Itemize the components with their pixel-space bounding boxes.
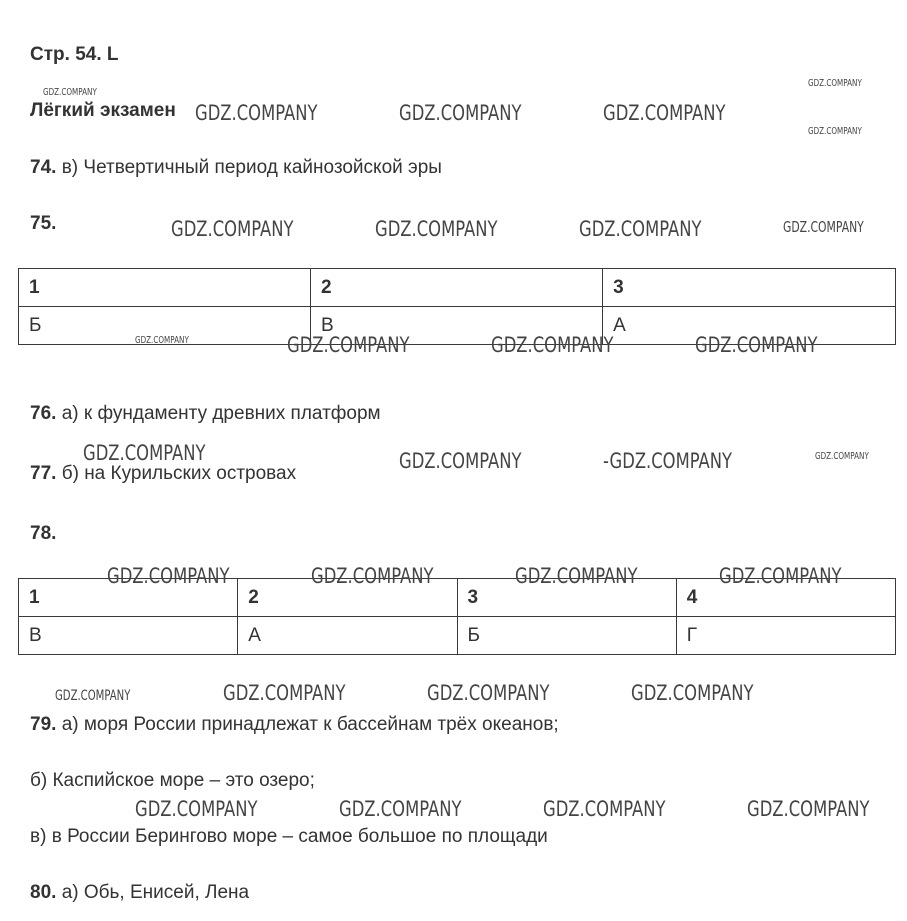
- table-header-cell: 4: [676, 579, 895, 617]
- question-78-number: 78.: [30, 523, 57, 544]
- watermark: GDZ.COMPANY: [107, 564, 230, 588]
- answer-text: б) на Курильских островах: [56, 463, 297, 484]
- table-cell: Г: [676, 617, 895, 655]
- question-75-number: 75.: [30, 213, 57, 234]
- table-header-cell: 2: [238, 579, 457, 617]
- watermark: GDZ.COMPANY: [427, 681, 550, 705]
- question-80: [30, 882, 249, 904]
- watermark: GDZ.COMPANY: [515, 564, 638, 588]
- question-number: 76.: [30, 403, 57, 424]
- question-number: 79.: [30, 714, 57, 735]
- question-number: 77.: [30, 463, 57, 484]
- table-cell: В: [19, 617, 238, 655]
- watermark: GDZ.COMPANY: [747, 797, 870, 821]
- table-header-cell: 1: [19, 269, 311, 307]
- watermark: GDZ.COMPANY: [543, 797, 666, 821]
- answer-table-78: [18, 578, 896, 655]
- table-cell: Б: [19, 307, 311, 345]
- question-number: 80.: [30, 882, 57, 903]
- watermark: GDZ.COMPANY: [195, 101, 318, 125]
- answer-text: в) Четвертичный период кайнозойской эры: [56, 157, 442, 178]
- question-74: [30, 157, 442, 179]
- watermark: GDZ.COMPANY: [491, 333, 614, 357]
- answer-text: а) Обь, Енисей, Лена: [56, 882, 250, 903]
- answer-text: а) к фундаменту древних платформ: [56, 403, 381, 424]
- question-79-line-b: б) Каспийское море – это озеро;: [30, 770, 315, 791]
- watermark: GDZ.COMPANY: [815, 451, 869, 462]
- watermark: GDZ.COMPANY: [695, 333, 818, 357]
- table-header-row: [19, 269, 896, 307]
- watermark: GDZ.COMPANY: [808, 126, 862, 137]
- table-header-cell: 1: [19, 579, 238, 617]
- watermark: -GDZ.COMPANY: [603, 449, 733, 473]
- watermark: GDZ.COMPANY: [135, 335, 189, 346]
- watermark: GDZ.COMPANY: [339, 797, 462, 821]
- watermark: GDZ.COMPANY: [399, 101, 522, 125]
- table-header-cell: 3: [457, 579, 676, 617]
- page-reference: Стр. 54. L: [30, 44, 119, 65]
- table-cell: В: [311, 307, 603, 345]
- watermark: GDZ.COMPANY: [719, 564, 842, 588]
- table-row: [19, 617, 896, 655]
- question-79: [30, 714, 559, 736]
- question-79-line-c: в) в России Берингово море – самое большое по площади: [30, 826, 548, 847]
- table-cell: А: [238, 617, 457, 655]
- watermark: GDZ.COMPANY: [223, 681, 346, 705]
- watermark: GDZ.COMPANY: [287, 333, 410, 357]
- table-header-cell: 2: [311, 269, 603, 307]
- question-number: 74.: [30, 157, 57, 178]
- watermark: GDZ.COMPANY: [808, 78, 862, 89]
- watermark: GDZ.COMPANY: [375, 217, 498, 241]
- watermark: GDZ.COMPANY: [171, 217, 294, 241]
- watermark: GDZ.COMPANY: [579, 217, 702, 241]
- question-76: [30, 403, 381, 425]
- watermark: GDZ.COMPANY: [43, 87, 97, 98]
- table-cell: Б: [457, 617, 676, 655]
- table-header-cell: 3: [603, 269, 896, 307]
- watermark: GDZ.COMPANY: [631, 681, 754, 705]
- section-title: Лёгкий экзамен: [30, 100, 176, 121]
- watermark: GDZ.COMPANY: [399, 449, 522, 473]
- watermark: GDZ.COMPANY: [83, 441, 206, 465]
- watermark: GDZ.COMPANY: [135, 797, 258, 821]
- question-77: [30, 463, 296, 485]
- watermark: GDZ.COMPANY: [55, 688, 131, 704]
- watermark: GDZ.COMPANY: [783, 218, 864, 236]
- watermark: GDZ.COMPANY: [603, 101, 726, 125]
- answer-text: а) моря России принадлежат к бассейнам трёх океанов;: [56, 714, 559, 735]
- table-cell: А: [603, 307, 896, 345]
- watermark: GDZ.COMPANY: [311, 564, 434, 588]
